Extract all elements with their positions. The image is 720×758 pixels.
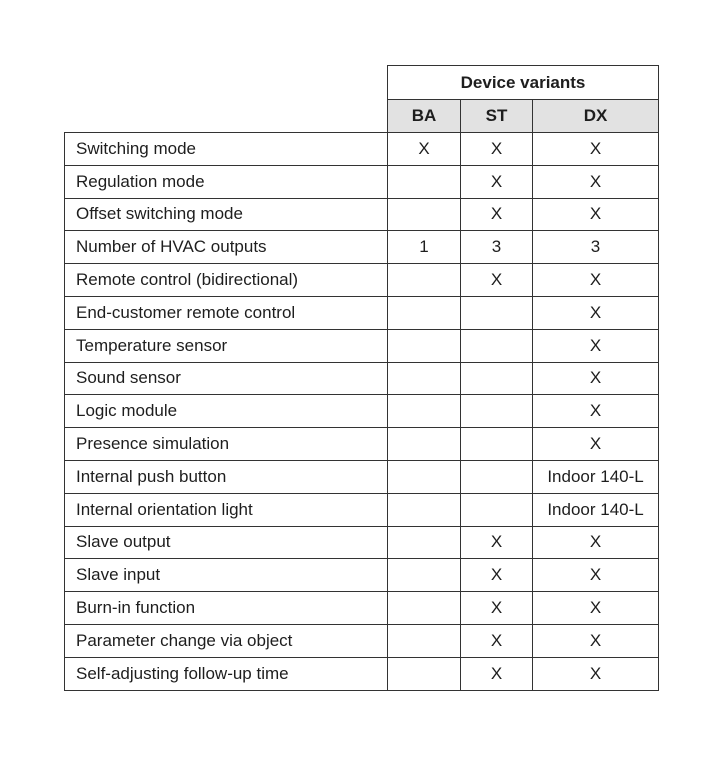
- value-cell: 3: [461, 231, 533, 264]
- column-header-st: ST: [461, 100, 533, 133]
- table-row: [65, 395, 659, 428]
- value-cell: X: [533, 428, 659, 461]
- table-row: [65, 133, 659, 166]
- blank-corner-cell: [65, 100, 388, 133]
- row-label: Presence simulation: [65, 428, 388, 461]
- value-cell: X: [533, 362, 659, 395]
- row-label: Burn-in function: [65, 592, 388, 625]
- value-cell: X: [533, 165, 659, 198]
- value-cell: X: [533, 559, 659, 592]
- value-cell: [388, 264, 461, 297]
- table-row: [65, 165, 659, 198]
- column-header-dx: DX: [533, 100, 659, 133]
- device-variants-table: [64, 65, 659, 691]
- row-label: Temperature sensor: [65, 329, 388, 362]
- value-cell: Indoor 140-L: [533, 460, 659, 493]
- value-cell: [388, 198, 461, 231]
- value-cell: [461, 296, 533, 329]
- table-row: [65, 264, 659, 297]
- row-label: Self-adjusting follow-up time: [65, 657, 388, 690]
- value-cell: [388, 362, 461, 395]
- value-cell: X: [533, 296, 659, 329]
- value-cell: X: [461, 559, 533, 592]
- value-cell: X: [533, 526, 659, 559]
- value-cell: [461, 395, 533, 428]
- row-label: Logic module: [65, 395, 388, 428]
- value-cell: [388, 395, 461, 428]
- value-cell: X: [461, 264, 533, 297]
- column-header-ba: BA: [388, 100, 461, 133]
- value-cell: X: [533, 657, 659, 690]
- value-cell: X: [461, 165, 533, 198]
- row-label: Regulation mode: [65, 165, 388, 198]
- value-cell: [388, 657, 461, 690]
- table-row: [65, 362, 659, 395]
- row-label: Parameter change via object: [65, 624, 388, 657]
- row-label: Offset switching mode: [65, 198, 388, 231]
- table-row: [65, 296, 659, 329]
- row-label: Internal push button: [65, 460, 388, 493]
- table-row: [65, 526, 659, 559]
- row-label: Internal orientation light: [65, 493, 388, 526]
- row-label: Number of HVAC outputs: [65, 231, 388, 264]
- table-row: [65, 231, 659, 264]
- value-cell: [461, 329, 533, 362]
- value-cell: X: [461, 526, 533, 559]
- row-label: Slave output: [65, 526, 388, 559]
- group-header-device-variants: Device variants: [388, 66, 659, 100]
- value-cell: [388, 428, 461, 461]
- table-row: [65, 559, 659, 592]
- value-cell: [461, 460, 533, 493]
- value-cell: X: [388, 133, 461, 166]
- value-cell: 3: [533, 231, 659, 264]
- value-cell: [388, 526, 461, 559]
- value-cell: [388, 329, 461, 362]
- value-cell: 1: [388, 231, 461, 264]
- value-cell: [388, 296, 461, 329]
- value-cell: X: [533, 329, 659, 362]
- table-row: [65, 592, 659, 625]
- value-cell: X: [533, 133, 659, 166]
- table-row: [65, 657, 659, 690]
- row-label: Switching mode: [65, 133, 388, 166]
- value-cell: [388, 592, 461, 625]
- table-column-header-row: [65, 100, 659, 133]
- value-cell: [461, 493, 533, 526]
- value-cell: [388, 559, 461, 592]
- table-row: [65, 460, 659, 493]
- value-cell: X: [533, 592, 659, 625]
- value-cell: [388, 493, 461, 526]
- value-cell: [461, 362, 533, 395]
- blank-corner-cell: [65, 66, 388, 100]
- value-cell: X: [533, 624, 659, 657]
- table-row: [65, 624, 659, 657]
- table-row: [65, 493, 659, 526]
- table-row: [65, 329, 659, 362]
- value-cell: [388, 165, 461, 198]
- value-cell: X: [533, 264, 659, 297]
- value-cell: X: [461, 657, 533, 690]
- row-label: End-customer remote control: [65, 296, 388, 329]
- value-cell: X: [533, 198, 659, 231]
- value-cell: X: [461, 624, 533, 657]
- value-cell: [388, 624, 461, 657]
- value-cell: X: [461, 133, 533, 166]
- value-cell: [461, 428, 533, 461]
- value-cell: Indoor 140-L: [533, 493, 659, 526]
- row-label: Remote control (bidirectional): [65, 264, 388, 297]
- table-group-header-row: [65, 66, 659, 100]
- table-row: [65, 428, 659, 461]
- value-cell: [388, 460, 461, 493]
- row-label: Sound sensor: [65, 362, 388, 395]
- row-label: Slave input: [65, 559, 388, 592]
- value-cell: X: [461, 198, 533, 231]
- value-cell: X: [533, 395, 659, 428]
- value-cell: X: [461, 592, 533, 625]
- table-row: [65, 198, 659, 231]
